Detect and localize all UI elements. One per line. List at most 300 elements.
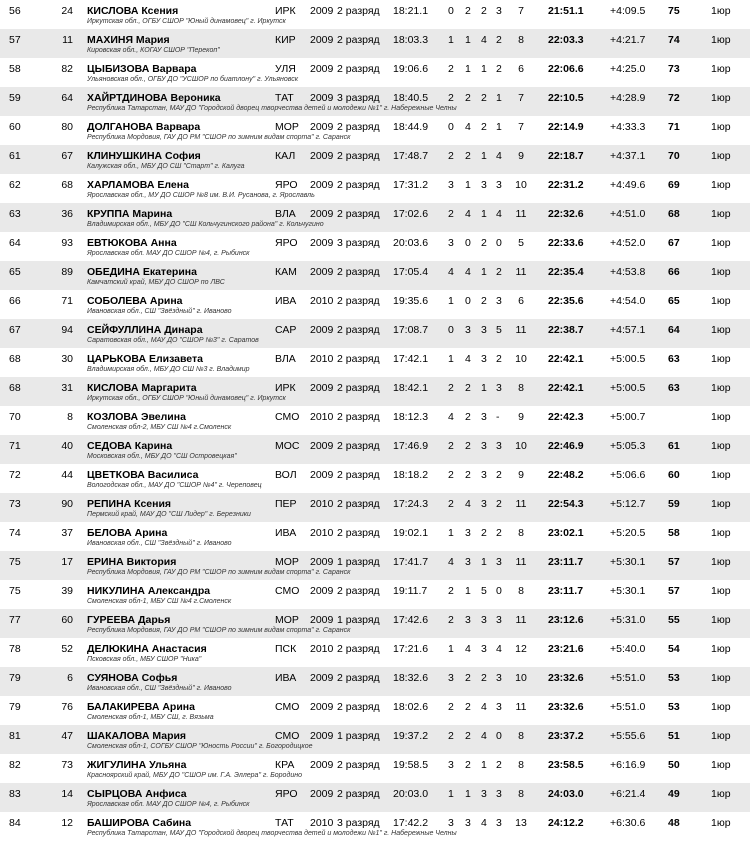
table-row [0, 87, 750, 116]
penalties-total: 8 [518, 382, 524, 394]
ski-time: 18:18.2 [393, 469, 429, 481]
sport-rank: 2 разряд [337, 121, 380, 133]
table-row [0, 783, 750, 812]
team-affiliation: Саратовская обл., МАУ ДО "СШОР №3" г. Саратов [87, 337, 259, 344]
athlete-name: СУЯНОВА Софья [87, 672, 178, 684]
athlete-name: ОБЕДИНА Екатерина [87, 266, 197, 278]
shooting-4: 0 [496, 237, 502, 249]
qualification: 1юр [711, 672, 731, 684]
shooting-2: 3 [465, 556, 471, 568]
points: 57 [668, 556, 680, 568]
team-affiliation: Калужская обл., МБУ ДО СШ "Старт" г. Калуга [87, 163, 245, 170]
bib-cell: 80 [61, 121, 73, 133]
ski-time: 18:42.1 [393, 382, 429, 394]
shooting-1: 2 [448, 585, 454, 597]
qualification: 1юр [711, 353, 731, 365]
birth-year: 2009 [310, 730, 334, 742]
table-row [0, 232, 750, 261]
result-time: 22:48.2 [548, 469, 584, 481]
athlete-name: КОЗЛОВА Эвелина [87, 411, 186, 423]
region-code: ЯРО [275, 237, 298, 249]
time-behind: +4:37.1 [610, 150, 646, 162]
athlete-name: РЕПИНА Ксения [87, 498, 172, 510]
region-code: ВОЛ [275, 469, 297, 481]
penalties-total: 11 [515, 614, 527, 626]
sport-rank: 2 разряд [337, 353, 380, 365]
shooting-3: 3 [481, 324, 487, 336]
region-code: СМО [275, 411, 300, 423]
place-cell: 73 [9, 498, 21, 510]
qualification: 1юр [711, 585, 731, 597]
shooting-1: 1 [448, 643, 454, 655]
table-row [0, 116, 750, 145]
time-behind: +4:49.6 [610, 179, 646, 191]
penalties-total: 7 [518, 121, 524, 133]
athlete-name: БАШИРОВА Сабина [87, 817, 192, 829]
result-time: 22:14.9 [548, 121, 584, 133]
region-code: СМО [275, 585, 300, 597]
shooting-3: 2 [481, 92, 487, 104]
points: 68 [668, 208, 680, 220]
qualification: 1юр [711, 440, 731, 452]
penalties-total: 9 [518, 469, 524, 481]
table-row [0, 406, 750, 435]
penalties-total: 13 [515, 817, 527, 829]
qualification: 1юр [711, 817, 731, 829]
team-affiliation: Московская обл., МБУ ДО "СШ Островецкая" [87, 453, 237, 460]
ski-time: 19:06.6 [393, 63, 429, 75]
table-row [0, 609, 750, 638]
ski-time: 19:11.7 [393, 585, 428, 597]
place-cell: 59 [9, 92, 21, 104]
qualification: 1юр [711, 237, 731, 249]
penalties-total: 6 [518, 295, 524, 307]
bib-cell: 31 [61, 382, 73, 394]
region-code: МОР [275, 121, 299, 133]
shooting-3: 4 [481, 34, 487, 46]
region-code: ВЛА [275, 208, 296, 220]
sport-rank: 2 разряд [337, 672, 380, 684]
shooting-1: 1 [448, 295, 454, 307]
athlete-name: КИСЛОВА Ксения [87, 5, 179, 17]
shooting-2: 2 [465, 672, 471, 684]
birth-year: 2009 [310, 237, 334, 249]
shooting-4: 2 [496, 469, 502, 481]
result-time: 22:42.3 [548, 411, 584, 423]
shooting-1: 2 [448, 63, 454, 75]
shooting-3: 4 [481, 730, 487, 742]
points: 66 [668, 266, 680, 278]
shooting-3: 3 [481, 440, 487, 452]
shooting-3: 3 [481, 643, 487, 655]
shooting-4: 4 [496, 208, 502, 220]
result-time: 22:42.1 [548, 353, 584, 365]
penalties-total: 6 [518, 63, 524, 75]
shooting-3: 2 [481, 5, 487, 17]
team-affiliation: Иркутская обл., ОГБУ СШОР "Юный динамовец" г. Иркутск [87, 18, 286, 25]
bib-cell: 6 [67, 672, 73, 684]
time-behind: +4:52.0 [610, 237, 646, 249]
points: 67 [668, 237, 680, 249]
shooting-2: 2 [465, 440, 471, 452]
shooting-1: 2 [448, 498, 454, 510]
shooting-2: 4 [465, 208, 471, 220]
birth-year: 2010 [310, 817, 334, 829]
time-behind: +6:21.4 [610, 788, 646, 800]
athlete-name: НИКУЛИНА Александра [87, 585, 211, 597]
place-cell: 60 [9, 121, 21, 133]
birth-year: 2009 [310, 672, 334, 684]
region-code: САР [275, 324, 297, 336]
bib-cell: 68 [61, 179, 73, 191]
shooting-4: 3 [496, 179, 502, 191]
shooting-1: 2 [448, 150, 454, 162]
shooting-2: 1 [465, 585, 471, 597]
sport-rank: 2 разряд [337, 150, 380, 162]
ski-time: 17:41.7 [393, 556, 429, 568]
table-row [0, 725, 750, 754]
result-time: 22:31.2 [548, 179, 584, 191]
place-cell: 64 [9, 237, 21, 249]
birth-year: 2009 [310, 150, 334, 162]
time-behind: +4:09.5 [610, 5, 646, 17]
sport-rank: 1 разряд [337, 614, 380, 626]
penalties-total: 11 [515, 556, 527, 568]
bib-cell: 37 [61, 527, 73, 539]
shooting-2: 3 [465, 614, 471, 626]
penalties-total: 11 [515, 701, 527, 713]
sport-rank: 2 разряд [337, 63, 380, 75]
qualification: 1юр [711, 150, 731, 162]
ski-time: 17:42.2 [393, 817, 429, 829]
athlete-name: КРУППА Марина [87, 208, 173, 220]
shooting-4: - [496, 411, 500, 423]
sport-rank: 2 разряд [337, 295, 380, 307]
shooting-2: 1 [465, 179, 471, 191]
region-code: КАМ [275, 266, 297, 278]
shooting-4: 3 [496, 382, 502, 394]
shooting-4: 3 [496, 817, 502, 829]
shooting-3: 2 [481, 672, 487, 684]
penalties-total: 8 [518, 788, 524, 800]
table-row [0, 203, 750, 232]
region-code: СМО [275, 730, 300, 742]
points: 58 [668, 527, 680, 539]
points: 59 [668, 498, 680, 510]
shooting-2: 2 [465, 411, 471, 423]
ski-time: 18:02.6 [393, 701, 429, 713]
athlete-name: СОБОЛЕВА Арина [87, 295, 183, 307]
sport-rank: 2 разряд [337, 324, 380, 336]
time-behind: +4:21.7 [610, 34, 646, 46]
place-cell: 75 [9, 585, 21, 597]
time-behind: +5:00.5 [610, 382, 646, 394]
points: 51 [668, 730, 680, 742]
time-behind: +5:00.7 [610, 411, 646, 423]
sport-rank: 2 разряд [337, 208, 380, 220]
bib-cell: 36 [61, 208, 73, 220]
region-code: ИВА [275, 295, 297, 307]
region-code: ИВА [275, 527, 297, 539]
shooting-3: 5 [481, 585, 487, 597]
shooting-1: 3 [448, 759, 454, 771]
team-affiliation: Камчатский край, МБУ ДО СШОР по ЛВС [87, 279, 225, 286]
shooting-3: 2 [481, 121, 487, 133]
points: 75 [668, 5, 680, 17]
place-cell: 77 [9, 614, 21, 626]
ski-time: 18:21.1 [393, 5, 429, 17]
ski-time: 20:03.6 [393, 237, 429, 249]
shooting-3: 3 [481, 179, 487, 191]
shooting-3: 1 [481, 266, 487, 278]
table-row [0, 551, 750, 580]
birth-year: 2010 [310, 527, 334, 539]
ski-time: 19:58.5 [393, 759, 429, 771]
bib-cell: 39 [61, 585, 73, 597]
place-cell: 79 [9, 672, 21, 684]
birth-year: 2009 [310, 440, 334, 452]
points: 49 [668, 788, 680, 800]
ski-time: 18:32.6 [393, 672, 429, 684]
shooting-4: 3 [496, 295, 502, 307]
shooting-3: 1 [481, 382, 487, 394]
shooting-2: 2 [465, 730, 471, 742]
shooting-3: 3 [481, 788, 487, 800]
qualification: 1юр [711, 411, 731, 423]
shooting-4: 2 [496, 353, 502, 365]
birth-year: 2009 [310, 759, 334, 771]
ski-time: 17:31.2 [393, 179, 429, 191]
penalties-total: 8 [518, 527, 524, 539]
sport-rank: 2 разряд [337, 498, 380, 510]
points: 53 [668, 701, 680, 713]
bib-cell: 40 [61, 440, 73, 452]
shooting-1: 1 [448, 527, 454, 539]
team-affiliation: Кировская обл., КОГАУ СШОР "Перекоп" [87, 47, 220, 54]
athlete-name: СЕЙФУЛЛИНА Динара [87, 324, 203, 336]
shooting-1: 3 [448, 817, 454, 829]
qualification: 1юр [711, 469, 731, 481]
shooting-1: 0 [448, 5, 454, 17]
penalties-total: 11 [515, 266, 527, 278]
points: 57 [668, 585, 680, 597]
shooting-2: 2 [465, 382, 471, 394]
shooting-4: 3 [496, 672, 502, 684]
qualification: 1юр [711, 701, 731, 713]
athlete-name: ХАЙРТДИНОВА Вероника [87, 92, 221, 104]
shooting-2: 2 [465, 92, 471, 104]
qualification: 1юр [711, 527, 731, 539]
sport-rank: 2 разряд [337, 440, 380, 452]
shooting-4: 1 [496, 92, 502, 104]
penalties-total: 9 [518, 411, 524, 423]
shooting-1: 2 [448, 382, 454, 394]
bib-cell: 17 [61, 556, 73, 568]
sport-rank: 2 разряд [337, 788, 380, 800]
shooting-3: 1 [481, 150, 487, 162]
result-time: 22:03.3 [548, 34, 584, 46]
points: 48 [668, 817, 680, 829]
birth-year: 2009 [310, 382, 334, 394]
athlete-name: ГУРЕЕВА Дарья [87, 614, 171, 626]
athlete-name: ЦЫБИЗОВА Варвара [87, 63, 197, 75]
time-behind: +4:53.8 [610, 266, 646, 278]
place-cell: 56 [9, 5, 21, 17]
result-time: 22:32.6 [548, 208, 584, 220]
time-behind: +5:12.7 [610, 498, 646, 510]
sport-rank: 2 разряд [337, 527, 380, 539]
athlete-name: СЫРЦОВА Анфиса [87, 788, 187, 800]
bib-cell: 89 [61, 266, 73, 278]
athlete-name: СЕДОВА Карина [87, 440, 173, 452]
team-affiliation: Республика Мордовия, ГАУ ДО РМ "СШОР по зимним видам спорта" г. Саранск [87, 134, 351, 141]
bib-cell: 14 [61, 788, 73, 800]
shooting-2: 1 [465, 63, 471, 75]
shooting-1: 2 [448, 440, 454, 452]
shooting-1: 4 [448, 556, 454, 568]
qualification: 1юр [711, 92, 731, 104]
result-time: 23:32.6 [548, 672, 584, 684]
shooting-4: 0 [496, 730, 502, 742]
team-affiliation: Ивановская обл., СШ "Звёздный" г. Иваново [87, 685, 232, 692]
penalties-total: 11 [515, 498, 527, 510]
bib-cell: 60 [61, 614, 73, 626]
shooting-2: 2 [465, 5, 471, 17]
result-time: 22:35.4 [548, 266, 584, 278]
table-row [0, 464, 750, 493]
penalties-total: 11 [515, 208, 527, 220]
birth-year: 2009 [310, 208, 334, 220]
shooting-3: 4 [481, 817, 487, 829]
region-code: УЛЯ [275, 63, 296, 75]
penalties-total: 8 [518, 730, 524, 742]
region-code: КРА [275, 759, 295, 771]
shooting-1: 4 [448, 411, 454, 423]
team-affiliation: Красноярский край, МБУ ДО "СШОР им. Г.А. Эллера" г. Бородино [87, 772, 302, 779]
shooting-3: 3 [481, 411, 487, 423]
time-behind: +4:51.0 [610, 208, 646, 220]
place-cell: 75 [9, 556, 21, 568]
place-cell: 67 [9, 324, 21, 336]
athlete-name: ЕРИНА Виктория [87, 556, 177, 568]
result-time: 23:12.6 [548, 614, 584, 626]
place-cell: 65 [9, 266, 21, 278]
penalties-total: 10 [515, 179, 527, 191]
bib-cell: 47 [61, 730, 73, 742]
region-code: ТАТ [275, 817, 294, 829]
result-time: 22:33.6 [548, 237, 584, 249]
sport-rank: 2 разряд [337, 179, 380, 191]
sport-rank: 2 разряд [337, 469, 380, 481]
table-row [0, 754, 750, 783]
time-behind: +4:33.3 [610, 121, 646, 133]
table-row [0, 435, 750, 464]
table-row [0, 580, 750, 609]
region-code: МОР [275, 614, 299, 626]
time-behind: +5:55.6 [610, 730, 646, 742]
result-time: 22:18.7 [548, 150, 584, 162]
birth-year: 2009 [310, 34, 334, 46]
shooting-1: 2 [448, 614, 454, 626]
athlete-name: БАЛАКИРЕВА Арина [87, 701, 195, 713]
shooting-2: 4 [465, 266, 471, 278]
place-cell: 57 [9, 34, 21, 46]
ski-time: 19:35.6 [393, 295, 429, 307]
result-time: 21:51.1 [548, 5, 584, 17]
birth-year: 2010 [310, 295, 334, 307]
shooting-1: 2 [448, 469, 454, 481]
table-row [0, 696, 750, 725]
shooting-1: 1 [448, 353, 454, 365]
points: 63 [668, 353, 680, 365]
points: 53 [668, 672, 680, 684]
ski-time: 19:02.1 [393, 527, 429, 539]
time-behind: +4:25.0 [610, 63, 646, 75]
team-affiliation: Смоленская обл-2, МБУ СШ №4 г.Смоленск [87, 424, 232, 431]
bib-cell: 67 [61, 150, 73, 162]
shooting-1: 3 [448, 179, 454, 191]
shooting-4: 2 [496, 34, 502, 46]
shooting-4: 1 [496, 121, 502, 133]
shooting-4: 3 [496, 440, 502, 452]
shooting-2: 2 [465, 150, 471, 162]
bib-cell: 11 [62, 34, 73, 46]
birth-year: 2009 [310, 556, 334, 568]
region-code: ПСК [275, 643, 297, 655]
time-behind: +5:51.0 [610, 672, 646, 684]
shooting-2: 2 [465, 469, 471, 481]
sport-rank: 1 разряд [337, 556, 380, 568]
qualification: 1юр [711, 266, 731, 278]
team-affiliation: Республика Татарстан, МАУ ДО "Городской дворец творчества детей и молодежи №1" г. Набережные Челны [87, 830, 457, 837]
ski-time: 17:21.6 [393, 643, 429, 655]
shooting-2: 3 [465, 817, 471, 829]
table-row [0, 29, 750, 58]
shooting-4: 5 [496, 324, 502, 336]
qualification: 1юр [711, 63, 731, 75]
result-time: 23:58.5 [548, 759, 584, 771]
place-cell: 68 [9, 382, 21, 394]
qualification: 1юр [711, 121, 731, 133]
result-time: 22:35.6 [548, 295, 584, 307]
bib-cell: 90 [61, 498, 73, 510]
shooting-3: 1 [481, 759, 487, 771]
penalties-total: 8 [518, 759, 524, 771]
points: 69 [668, 179, 680, 191]
result-time: 23:11.7 [548, 585, 584, 597]
table-row [0, 174, 750, 203]
table-row [0, 522, 750, 551]
shooting-1: 2 [448, 730, 454, 742]
place-cell: 66 [9, 295, 21, 307]
birth-year: 2009 [310, 701, 334, 713]
shooting-4: 3 [496, 701, 502, 713]
birth-year: 2009 [310, 614, 334, 626]
bib-cell: 52 [61, 643, 73, 655]
points: 60 [668, 469, 680, 481]
shooting-1: 2 [448, 701, 454, 713]
shooting-3: 2 [481, 295, 487, 307]
bib-cell: 71 [61, 295, 73, 307]
ski-time: 17:42.6 [393, 614, 429, 626]
points: 73 [668, 63, 680, 75]
shooting-4: 4 [496, 643, 502, 655]
place-cell: 62 [9, 179, 21, 191]
shooting-1: 2 [448, 92, 454, 104]
bib-cell: 24 [61, 5, 73, 17]
time-behind: +5:30.1 [610, 585, 646, 597]
athlete-name: МАХИНЯ Мария [87, 34, 170, 46]
